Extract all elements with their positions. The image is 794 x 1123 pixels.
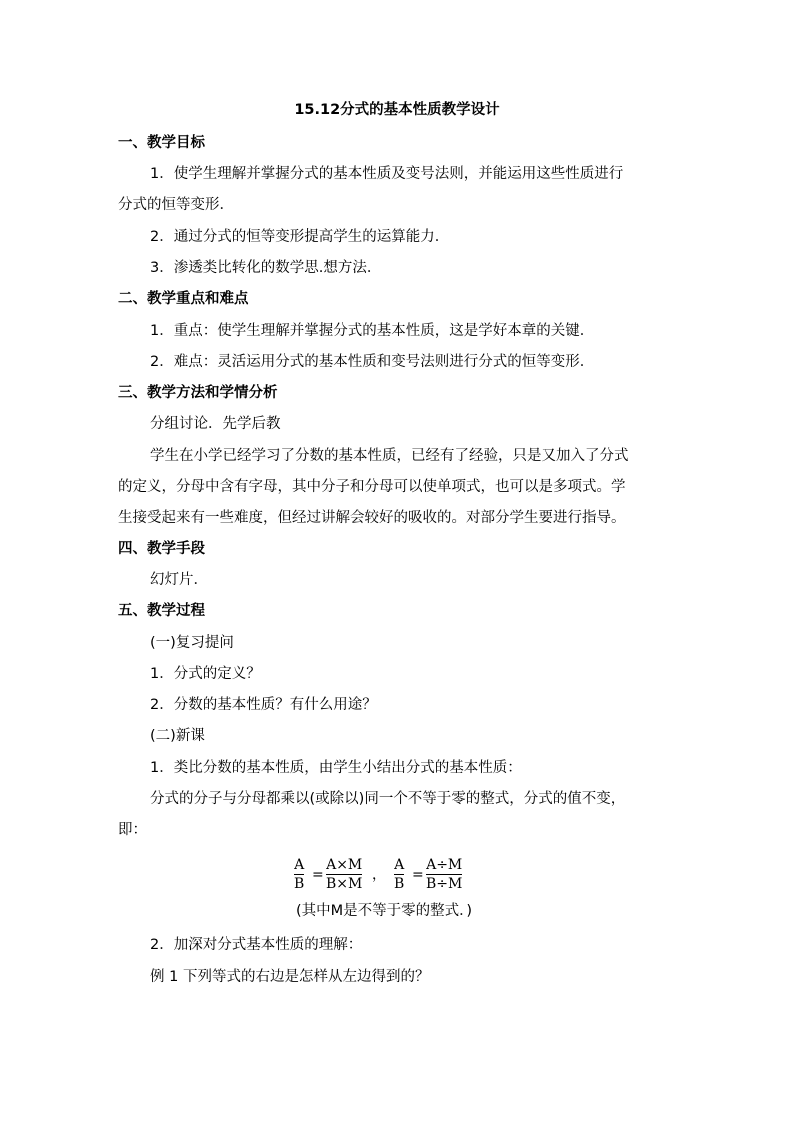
paragraph-means: 幻灯片． <box>150 572 208 588</box>
denominator: B <box>394 876 405 892</box>
comma: ， <box>372 867 386 883</box>
denominator: B <box>294 876 305 892</box>
paragraph-property-line2: 即： <box>118 822 147 838</box>
equals-sign: = <box>312 867 324 883</box>
paragraph-property-line1: 分式的分子与分母都乘以(或除以)同一个不等于零的整式，分式的值不变， <box>150 791 626 807</box>
paragraph-question-1: 1．分式的定义？ <box>150 666 261 682</box>
paragraph-analysis-line3: 生接受起来有一些难度，但经过讲解会较好的吸收的。对部分学生要进行指导。 <box>118 510 626 526</box>
paragraph-analysis-line2: 的定义，分母中含有字母，其中分子和分母可以使单项式，也可以是多项式。学 <box>118 479 626 495</box>
denominator: B×M <box>326 876 363 892</box>
section-heading-means: 四、教学手段 <box>118 541 205 557</box>
paragraph-question-2: 2．分数的基本性质？有什么用途？ <box>150 697 377 713</box>
paragraph-step-2: 2．加深对分式基本性质的理解： <box>150 937 363 953</box>
fraction-a-over-b <box>294 856 304 893</box>
paragraph-analysis-line1: 学生在小学已经学习了分数的基本性质，已经有了经验，只是又加入了分式 <box>150 448 629 464</box>
numerator: A÷M <box>426 857 463 873</box>
fraction-a-div-m <box>426 856 462 893</box>
paragraph-step-1: 1．类比分数的基本性质，由学生小结出分式的基本性质： <box>150 760 522 776</box>
paragraph-objective-3: 3．渗透类比转化的数学思.想方法． <box>150 260 382 276</box>
section-heading-methods: 三、教学方法和学情分析 <box>118 385 278 401</box>
numerator: A <box>394 857 405 873</box>
fraction-a-over-b-2 <box>394 856 404 893</box>
paragraph-method: 分组讨论．先学后教 <box>150 416 281 432</box>
paragraph-key-point: 1．重点：使学生理解并掌握分式的基本性质，这是学好本章的关键． <box>150 323 595 339</box>
numerator: A×M <box>326 857 363 873</box>
paragraph-difficult-point: 2．难点：灵活运用分式的基本性质和变号法则进行分式的恒等变形． <box>150 354 595 370</box>
paragraph-example-1: 例 1 下列等式的右边是怎样从左边得到的？ <box>150 969 430 985</box>
equals-sign: = <box>412 867 424 883</box>
paragraph-objective-1-line2: 分式的恒等变形． <box>118 197 234 213</box>
document-title: 15.12分式的基本性质教学设计 <box>294 102 500 118</box>
section-heading-key-points: 二、教学重点和难点 <box>118 291 249 307</box>
subheading-review: (一)复习提问 <box>150 635 234 651</box>
section-heading-objectives: 一、教学目标 <box>118 135 205 151</box>
fraction-a-times-m <box>326 856 362 893</box>
denominator: B÷M <box>426 876 463 892</box>
section-heading-process: 五、教学过程 <box>118 603 205 619</box>
numerator: A <box>294 857 305 873</box>
paragraph-objective-1-line1: 1．使学生理解并掌握分式的基本性质及变号法则，并能运用这些性质进行 <box>150 166 624 182</box>
paragraph-objective-2: 2．通过分式的恒等变形提高学生的运算能力． <box>150 229 450 245</box>
formula-note: (其中M是不等于零的整式．) <box>296 903 473 919</box>
subheading-new-lesson: (二)新课 <box>150 728 205 744</box>
